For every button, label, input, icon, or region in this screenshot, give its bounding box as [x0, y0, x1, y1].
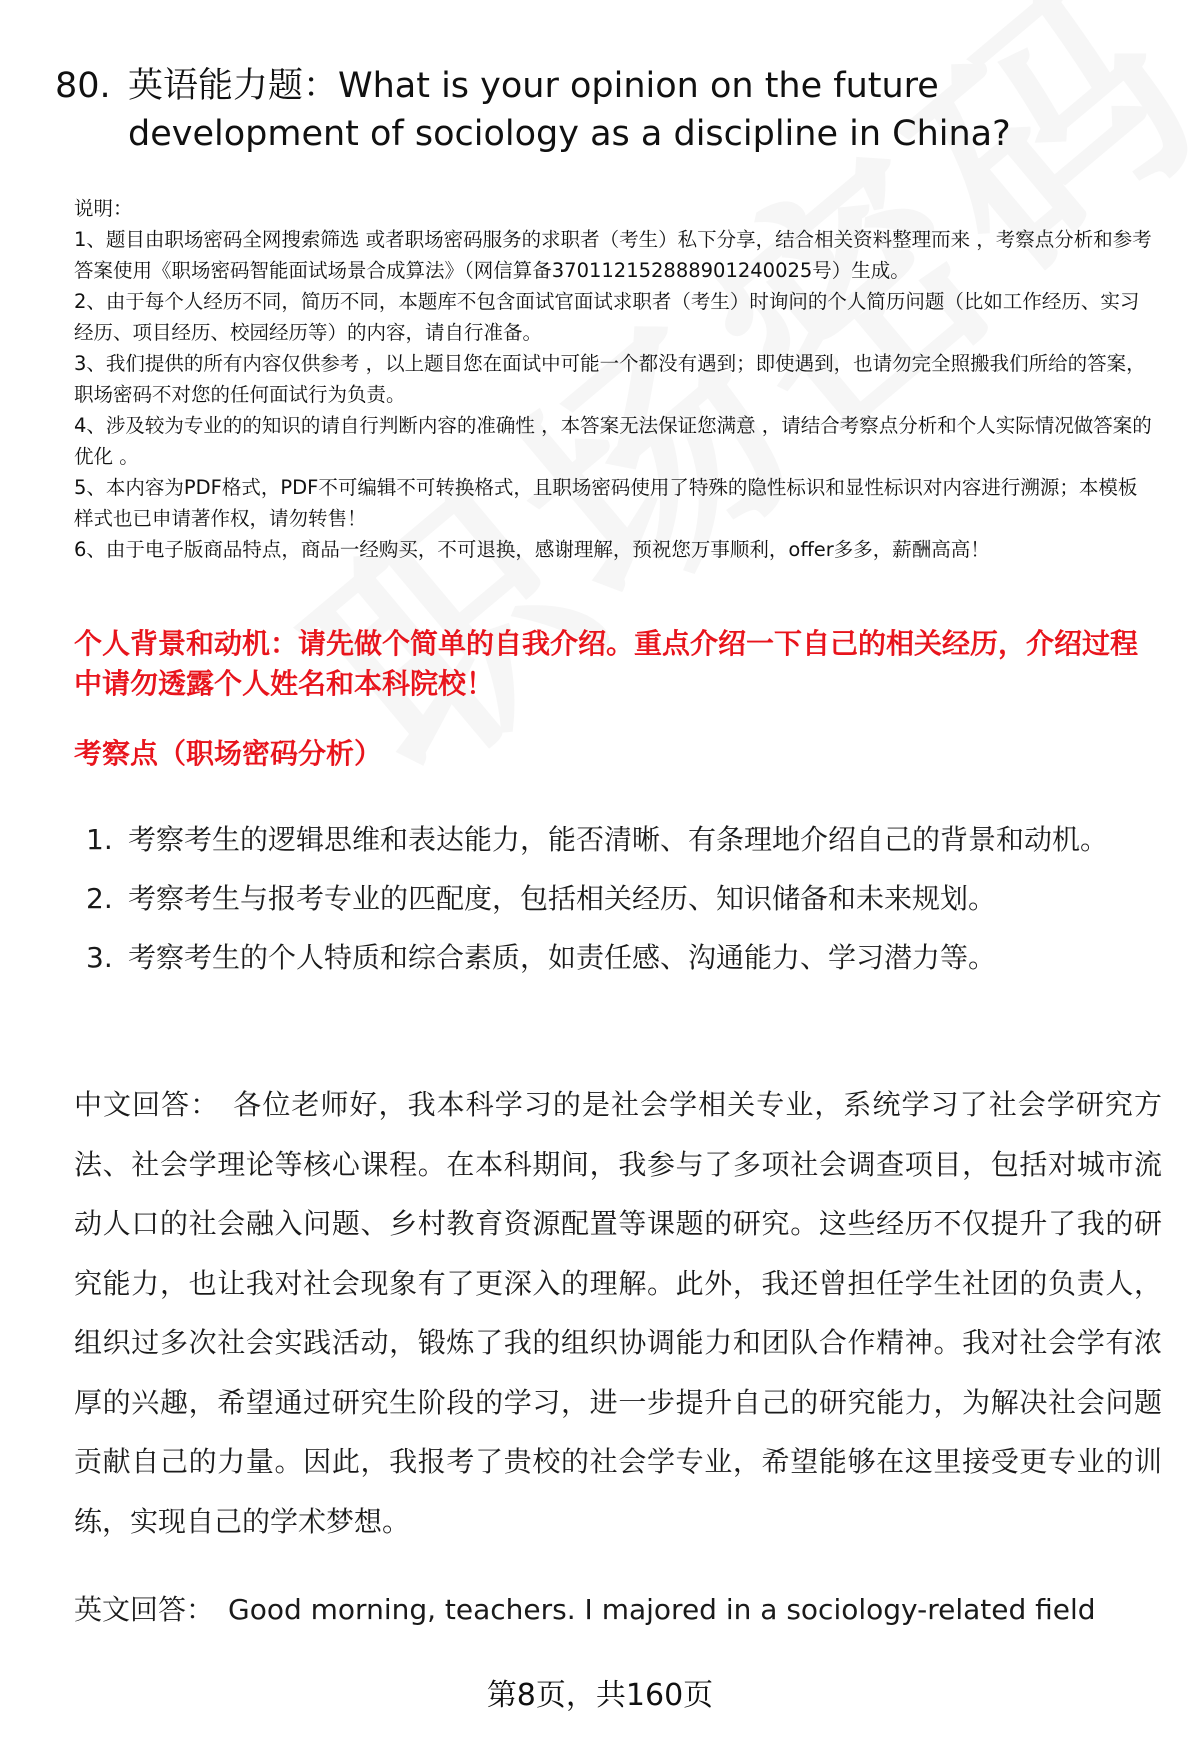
answer-english [74, 1580, 1162, 1640]
answer-chinese-label: 中文回答： [74, 1088, 220, 1121]
note-item: 5、本内容为PDF格式，PDF不可编辑不可转换格式，且职场密码使用了特殊的隐性标识和显性标识对内容进行溯源；本模板样式也已申请著作权，请勿转售！ [74, 476, 1138, 530]
point-number: 1. [86, 823, 113, 856]
notes-block [74, 193, 1154, 565]
answer-english-label: 英文回答： [74, 1593, 215, 1626]
point-number: 3. [86, 941, 113, 974]
note-item: 1、题目由职场密码全网搜索筛选 或者职场密码服务的求职者（考生）私下分享，结合相关资料整理而来 ，考察点分析和参考答案使用《职场密码智能面试场景合成算法》（网信算备370112152888901240025号）生成。 [74, 228, 1152, 282]
notes-heading: 说明： [74, 197, 133, 220]
point-text: 考察考生的逻辑思维和表达能力，能否清晰、有条理地介绍自己的背景和动机。 [128, 823, 1109, 856]
analysis-points-list [86, 810, 1146, 987]
list-item [86, 810, 1146, 869]
point-text: 考察考生的个人特质和综合素质，如责任感、沟通能力、学习潜力等。 [128, 941, 997, 974]
answer-chinese-text: 各位老师好，我本科学习的是社会学相关专业，系统学习了社会学研究方法、社会学理论等核心课程。在本科期间，我参与了多项社会调查项目，包括对城市流动人口的社会融入问题、乡村教育资源配置等课题的研究。这些经历不仅提升了我的研究能力，也让我对社会现象有了更深入的理解。此外，我还曾担任学生社团的负责人，组织过多次社会实践活动，锻炼了我的组织协调能力和团队合作精神。我对社会学有浓厚的兴趣，希望通过研究生阶段的学习，进一步提升自己的研究能力，为解决社会问题贡献自己的力量。因此，我报考了贵校的社会学专业，希望能够在这里接受更专业的训练，实现自己的学术梦想。 [74, 1088, 1162, 1538]
page-number: 第8页，共160页 [486, 1678, 714, 1713]
answer-english-text: Good morning, teachers. I majored in a sociology-related field [228, 1593, 1096, 1626]
background-section-title: 个人背景和动机：请先做个简单的自我介绍。重点介绍一下自己的相关经历，介绍过程中请勿透露个人姓名和本科院校！ [74, 627, 1139, 700]
note-item: 3、我们提供的所有内容仅供参考 ，以上题目您在面试中可能一个都没有遇到；即使遇到，也请勿完全照搬我们所给的答案，职场密码不对您的任何面试行为负责。 [74, 352, 1146, 406]
note-item: 4、涉及较为专业的的知识的请自行判断内容的准确性 ，本答案无法保证您满意 ，请结合考察点分析和个人实际情况做答案的优化 。 [74, 414, 1152, 468]
list-item [86, 869, 1146, 928]
question-text: 英语能力题：What is your opinion on the future development of sociology as a discipline in China? [128, 66, 1011, 154]
list-item [86, 928, 1146, 987]
point-number: 2. [86, 882, 113, 915]
answer-chinese [74, 1075, 1162, 1551]
analysis-section-title: 考察点（职场密码分析） [74, 737, 383, 770]
note-item: 6、由于电子版商品特点，商品一经购买，不可退换，感谢理解，预祝您万事顺利，offer多多，薪酬高高！ [74, 538, 990, 561]
note-item: 2、由于每个人经历不同，简历不同，本题库不包含面试官面试求职者（考生）时询问的个人简历问题（比如工作经历、实习经历、项目经历、校园经历等）的内容，请自行准备。 [74, 290, 1140, 344]
question-number: 80. [55, 66, 111, 106]
question-heading [55, 62, 1145, 158]
point-text: 考察考生与报考专业的匹配度，包括相关经历、知识储备和未来规划。 [128, 882, 997, 915]
